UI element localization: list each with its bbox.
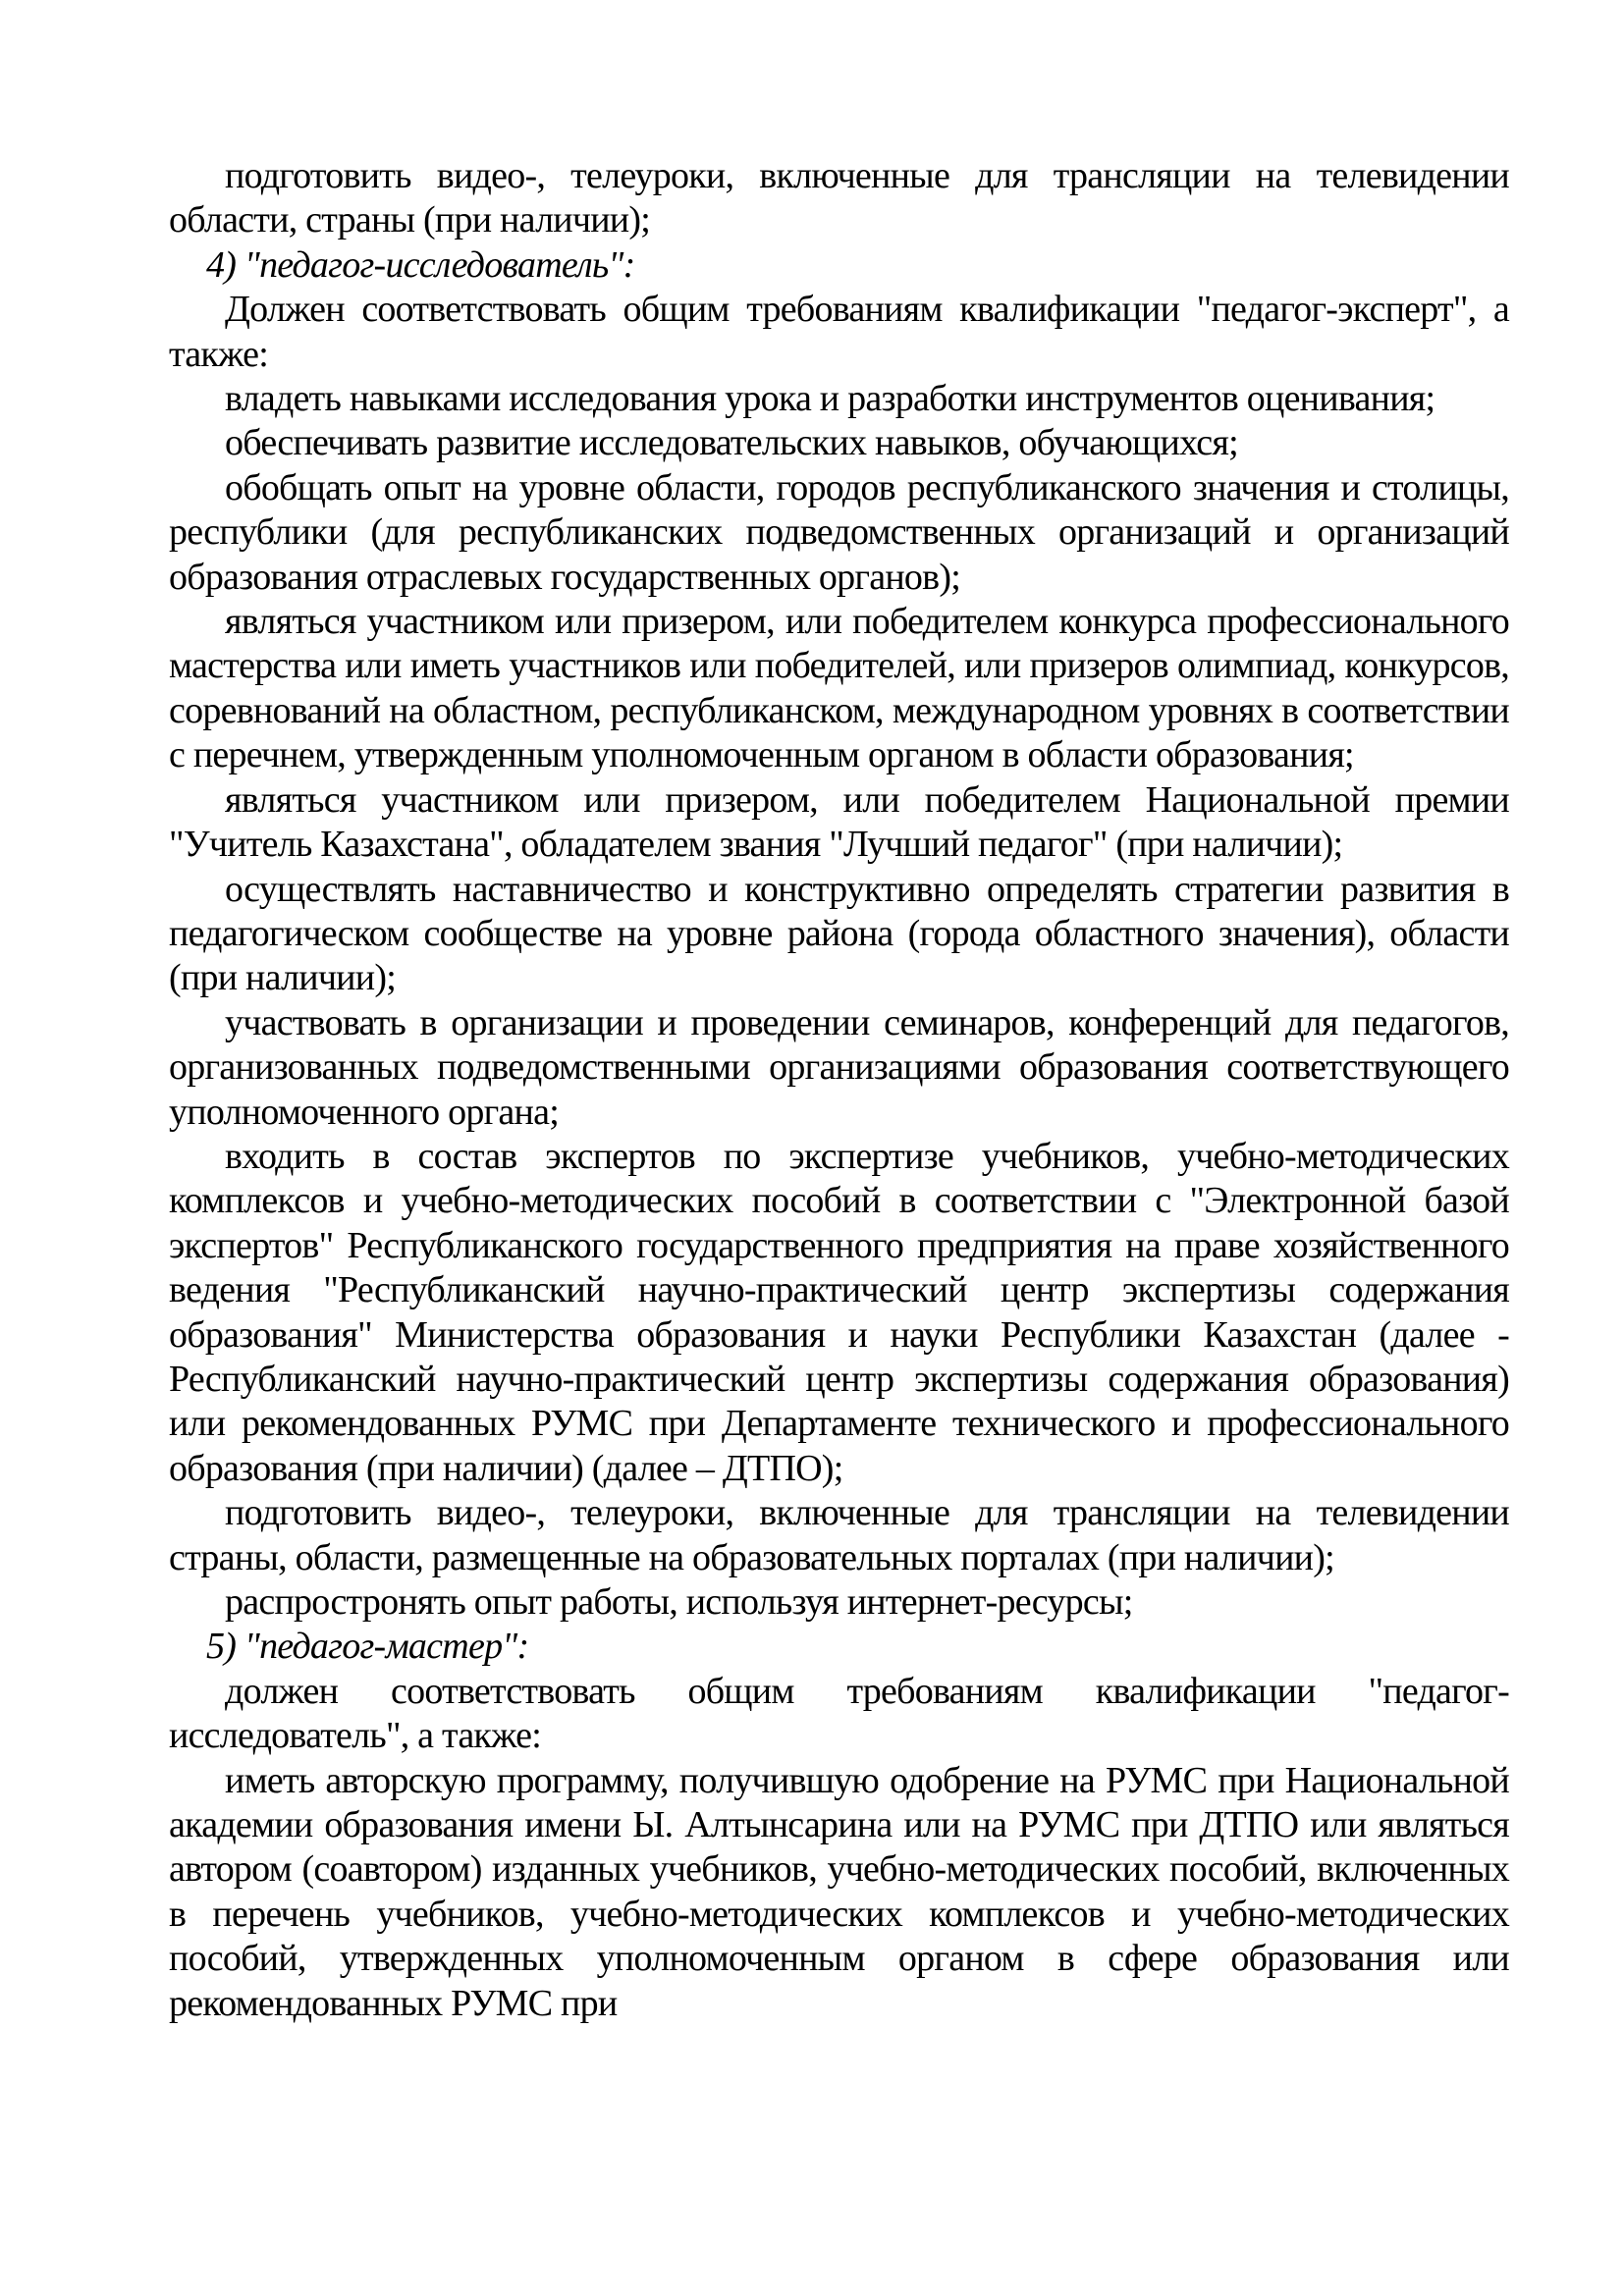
paragraph-textbook-expertise: входить в состав экспертов по экспертизе учебников, учебно-методических комплексов и учебно-методических пособий в соответствии с "Электронной базой экспертов" Республиканского государственного предприятия на праве хозяйственного ведения "Республиканский научно-практический центр экспертизы содержания образования" Министерства образования и науки Республики Казахстан (далее - Республиканский научно-практический центр экспертизы содержания образования) или рекомендованных РУМС при Департаменте технического и профессионального образования (при наличии) (далее – ДТПО); xyxy=(169,1135,1509,1489)
paragraph-video-telelessons-oblast: подготовить видео-, телеуроки, включенные для трансляции на телевидении области, страны (при наличии); xyxy=(169,155,1509,241)
document-text-block xyxy=(169,154,1509,2026)
paragraph-video-telelessons-country: подготовить видео-, телеуроки, включенные для трансляции на телевидении страны, области, размещенные на образовательных порталах (при наличии); xyxy=(169,1492,1509,1578)
heading-item-5-pedagog-master: 5) "педагог-мастер": xyxy=(206,1626,529,1668)
heading-item-4-pedagog-issledovatel: 4) "педагог-исследователь": xyxy=(206,243,635,286)
paragraph-seminars-conferences: участвовать в организации и проведении семинаров, конференций для педагогов, организованных подведомственными организациями образования соответствующего уполномоченного органа; xyxy=(169,1001,1509,1133)
paragraph-contest-participation: являться участником или призером, или победителем конкурса профессионального мастерства или иметь участников или победителей, или призеров олимпиад, конкурсов, соревнований на областном, республиканском, международном уровнях в соответствии с перечнем, утвержденным уполномоченным органом в области образования; xyxy=(169,601,1509,776)
paragraph-lesson-research-skills: владеть навыками исследования урока и разработки инструментов оценивания; xyxy=(225,378,1435,420)
paragraph-internet-resources: распростронять опыт работы, используя интернет-ресурсы; xyxy=(225,1581,1133,1623)
paragraph-research-skills-development: обеспечивать развитие исследовательских навыков, обучающихся; xyxy=(225,422,1238,464)
paragraph-mentorship-strategies: осуществлять наставничество и конструктивно определять стратегии развития в педагогическом сообществе на уровне района (города областного значения), области (при наличии); xyxy=(169,868,1509,999)
paragraph-general-requirements-researcher: должен соответствовать общим требованиям квалификации "педагог-исследователь", а также: xyxy=(169,1670,1509,1757)
paragraph-author-program: иметь авторскую программу, получившую одобрение на РУМС при Национальной академии образования имени Ы. Алтынсарина или на РУМС при ДТПО или являться автором (соавтором) изданных учебников, учебно-методических пособий, включенных в перечень учебников, учебно-методических комплексов и учебно-методических пособий, утвержденных уполномоченным органом в сфере образования или рекомендованных РУМС при xyxy=(169,1759,1509,2024)
paragraph-generalize-experience: обобщать опыт на уровне области, городов республиканского значения и столицы, республики (для республиканских подведомственных организаций и организаций образования отраслевых государственных органов); xyxy=(169,466,1509,598)
paragraph-national-prize: являться участником или призером, или победителем Национальной премии "Учитель Казахстана", обладателем звания "Лучший педагог" (при наличии); xyxy=(169,778,1509,866)
paragraph-general-requirements-expert: Должен соответствовать общим требованиям квалификации "педагог-эксперт", а также: xyxy=(169,289,1509,375)
